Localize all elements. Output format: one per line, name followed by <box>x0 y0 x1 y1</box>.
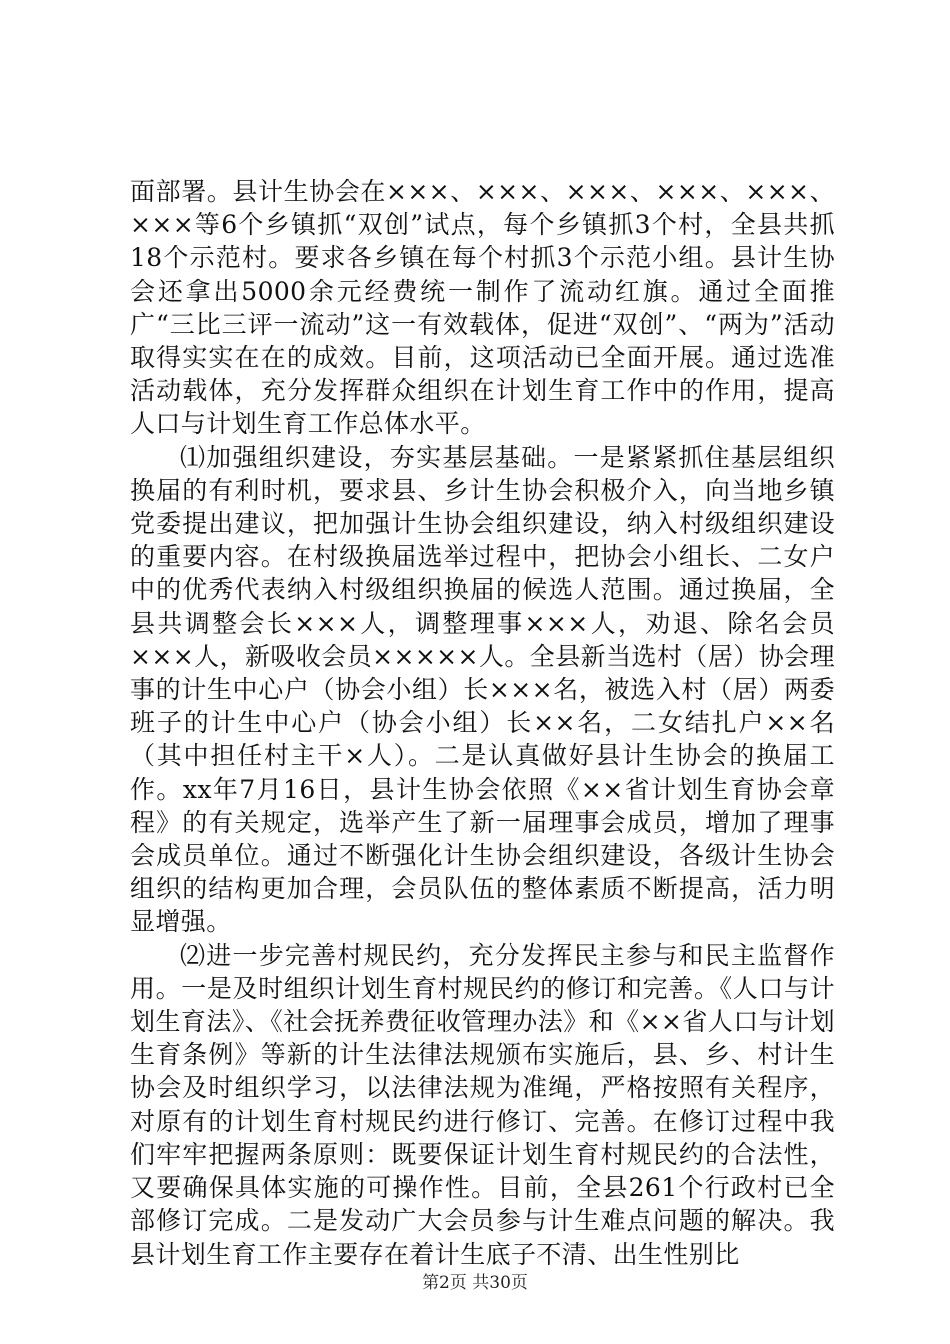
page-number-footer: 第2页 共30页 <box>422 1273 528 1293</box>
body-text <box>130 175 835 1271</box>
paragraph-village-rules: ⑵进一步完善村规民约，充分发挥民主参与和民主监督作用。一是及时组织计划生育村规民约的修订和完善。《人口与计划生育法》、《社会抚养费征收管理办法》和《××省人口与计划生育条例》等新的计生法律法规颁布实施后，县、乡、村计生协会及时组织学习，以法律法规为准绳，严格按照有关程序，对原有的计划生育村规民约进行修订、完善。在修订过程中我们牢牢把握两条原则：既要保证计划生育村规民约的合法性，又要确保具体实施的可操作性。目前，全县261个行政村已全部修订完成。二是发动广大会员参与计生难点问题的解决。我县计划生育工作主要存在着计生底子不清、出生性别比 <box>130 940 835 1269</box>
paragraph-organization-building: ⑴加强组织建设，夯实基层基础。一是紧紧抓住基层组织换届的有利时机，要求县、乡计生协会积极介入，向当地乡镇党委提出建议，把加强计生协会组织建设，纳入村级组织建设的重要内容。在村级换届选举过程中，把协会小组长、二女户中的优秀代表纳入村级组织换届的候选人范围。通过换届，全县共调整会长×××人，调整理事×××人，劝退、除名会员×××人，新吸收会员×××××人。全县新当选村（居）协会理事的计生中心户（协会小组）长×××名，被选入村（居）两委班子的计生中心户（协会小组）长××名，二女结扎户××名（其中担任村主干×人）。二是认真做好县计生协会的换届工作。xx年7月16日，县计生协会依照《××省计划生育协会章程》的有关规定，选举产生了新一届理事会成员，增加了理事会成员单位。通过不断强化计生协会组织建设，各级计生协会组织的结构更加合理，会员队伍的整体素质不断提高，活力明显增强。 <box>130 442 835 937</box>
paragraph-continuation: 面部署。县计生协会在×××、×××、×××、×××、×××、×××等6个乡镇抓“双创”试点，每个乡镇抓3个村，全县共抓18个示范村。要求各乡镇在每个村抓3个示范小组。县计生协会还拿出5000余元经费统一制作了流动红旗。通过全面推广“三比三评一流动”这一有效载体，促进“双创”、“两为”活动取得实实在在的成效。目前，这项活动已全面开展。通过选准活动载体，充分发挥群众组织在计划生育工作中的作用，提高人口与计划生育工作总体水平。 <box>130 177 835 439</box>
